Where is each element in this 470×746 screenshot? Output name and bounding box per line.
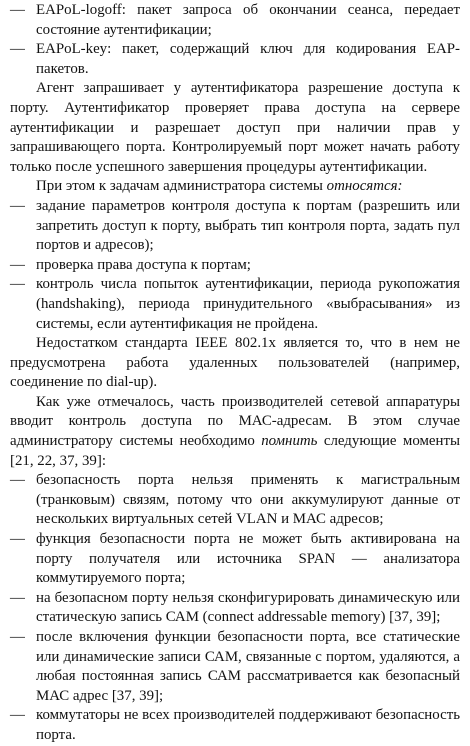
list-item: — задание параметров контроля доступа к портам (разрешить или запретить доступ к порту, выбрать тип контроля порта, задать пул портов и адресов); — [10, 197, 460, 256]
paragraph: Недостатком стандарта IEEE 802.1x является то, что в нем не предусмотрена работа удаленных пользователей (например, соединение по dial-up). — [10, 335, 460, 391]
emphasis-text: помнить — [261, 433, 318, 450]
paragraph-text: Как уже отмечалось, часть производителей сетевой аппаратуры вводит контроль доступа по МАС-адресам. В этом случае администратору системы необходимо — [10, 393, 460, 450]
paragraph-text: При этом к задачам администратора системы — [36, 178, 327, 195]
list-item: — проверка права доступа к портам; — [10, 256, 460, 276]
list-item: — EAPoL-key: пакет, содержащий ключ для кодирования EAP-пакетов. — [10, 40, 460, 79]
list-item: — безопасность порта нельзя применять к магистральным (транковым) связям, потому что они аккумулируют данные от нескольких виртуальных сетей VLAN и МАС адресов; — [10, 471, 460, 530]
list-item: — контроль числа попыток аутентификации, периода рукопожатия (handshaking), периода принудительного «выбрасывания» из системы, если аутентификация не пройдена. — [10, 275, 460, 334]
paragraph — [10, 177, 460, 197]
paragraph: Агент запрашивает у аутентификатора разрешение доступа к порту. Аутентификатор проверяет права доступа на сервере аутентификации и разрешает доступ при наличии прав у запрашивающего порта. Контролируемый порт может начать работу только после успешного завершения процедуры аутентификации. — [10, 80, 460, 175]
list-item: — после включения функции безопасности порта, все статические или динамические записи САМ, связанные с портом, удаляются, а любая постоянная запись САМ рассматривается как безопасный МАС адрес [37, 39]; — [10, 628, 460, 706]
paragraph-text: следующие моменты [21, 22, 37, 39]: — [10, 433, 460, 469]
list-item: — коммутаторы не всех производителей поддерживают безопасность порта. — [10, 706, 460, 745]
list-item: — функция безопасности порта не может быть активирована на порту получателя или источника SPAN — анализатора коммутируемого порта; — [10, 530, 460, 589]
list-item: — EAPoL-logoff: пакет запроса об окончании сеанса, передает состояние аутентификации; — [10, 1, 460, 40]
list-item: — на безопасном порту нельзя сконфигурировать динамическую или статическую запись САМ (connect addressable memory) [37, 39]; — [10, 589, 460, 628]
paragraph — [10, 393, 460, 471]
emphasis-text: относятся: — [326, 178, 403, 195]
